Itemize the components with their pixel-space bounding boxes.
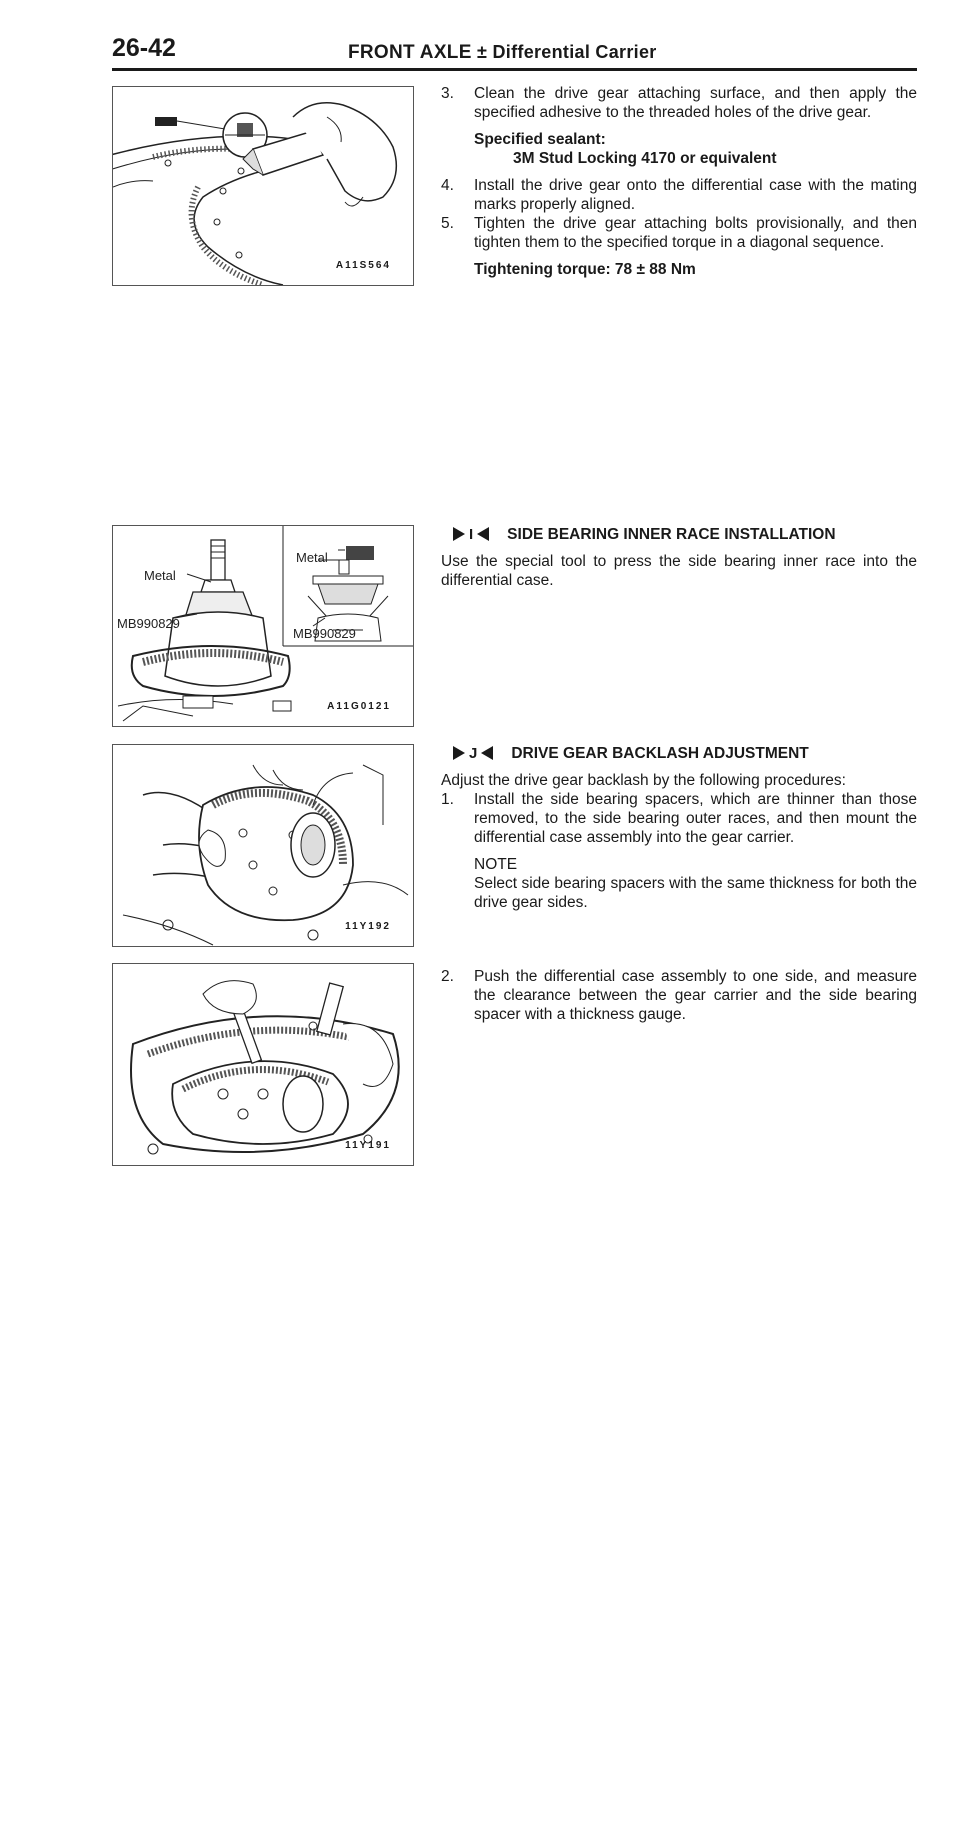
section-backlash — [441, 743, 917, 912]
section-intro: Adjust the drive gear backlash by the following procedures: — [441, 772, 846, 789]
sealant-label: Specified sealant: — [474, 131, 606, 148]
step-5: 5. Tighten the drive gear attaching bolts provisionally, and then tighten them to the specified torque in a diagonal sequence. — [441, 215, 917, 251]
figure-code: 11Y191 — [345, 1140, 391, 1151]
figure-code: A11G0121 — [327, 701, 391, 712]
section-side-bearing — [441, 524, 917, 590]
figure-backlash-spacers — [112, 744, 414, 947]
torque-spec: Tightening torque: 78 ± 88 Nm — [474, 261, 696, 278]
page-number: 26-42 — [112, 34, 176, 62]
step-4: 4. Install the drive gear onto the differential case with the mating marks properly aligned. — [441, 177, 917, 213]
note-body: Select side bearing spacers with the same thickness for both the drive gear sides. — [474, 875, 917, 911]
title-sub: Differential Carrier — [492, 42, 657, 62]
thickness-gauge-illustration — [113, 964, 413, 1165]
title-separator: ± — [477, 42, 488, 62]
figure-code: 11Y192 — [345, 921, 391, 932]
arrow-left-icon — [477, 527, 489, 541]
step-1: 1. Install the side bearing spacers, which are thinner than those removed, to the side bearing outer races, and then mount the differential case assembly into the gear carrier. — [441, 791, 917, 846]
drive-gear-illustration — [113, 87, 413, 285]
arrow-right-icon — [453, 746, 465, 760]
section-drive-gear-install — [441, 84, 917, 279]
figure-side-bearing-install — [112, 525, 414, 727]
step-2: 2. Push the differential case assembly to one side, and measure the clearance between the gear carrier and the side bearing spacer with a thickness gauge. — [441, 968, 917, 1023]
section-title: SIDE BEARING INNER RACE INSTALLATION — [507, 525, 836, 543]
section-letter: J — [469, 744, 478, 762]
section-body: Use the special tool to press the side bearing inner race into the differential case. — [441, 553, 917, 589]
section-backlash-step2 — [441, 967, 917, 1024]
section-heading — [441, 524, 917, 544]
label-tool-left: MB990829 — [117, 616, 180, 631]
figure-thickness-gauge — [112, 963, 414, 1166]
figure-drive-gear-adhesive — [112, 86, 414, 286]
label-metal-left: Metal — [144, 568, 176, 583]
arrow-right-icon — [453, 527, 465, 541]
backlash-spacer-illustration — [113, 745, 413, 946]
section-letter: I — [469, 525, 474, 543]
page-title — [348, 42, 657, 64]
note-label: NOTE — [474, 856, 518, 873]
section-title: DRIVE GEAR BACKLASH ADJUSTMENT — [511, 744, 809, 762]
step-3: 3. Clean the drive gear attaching surface, and then apply the specified adhesive to the threaded holes of the drive gear. — [441, 85, 917, 121]
label-metal-right: Metal — [296, 550, 328, 565]
label-tool-right: MB990829 — [293, 626, 356, 641]
sealant-value: 3M Stud Locking 4170 or equivalent — [513, 150, 777, 167]
figure-code: A11S564 — [335, 260, 391, 271]
title-main: FRONT AXLE — [348, 42, 472, 63]
page-header — [112, 30, 917, 71]
arrow-left-icon — [481, 746, 493, 760]
section-heading — [441, 743, 917, 763]
